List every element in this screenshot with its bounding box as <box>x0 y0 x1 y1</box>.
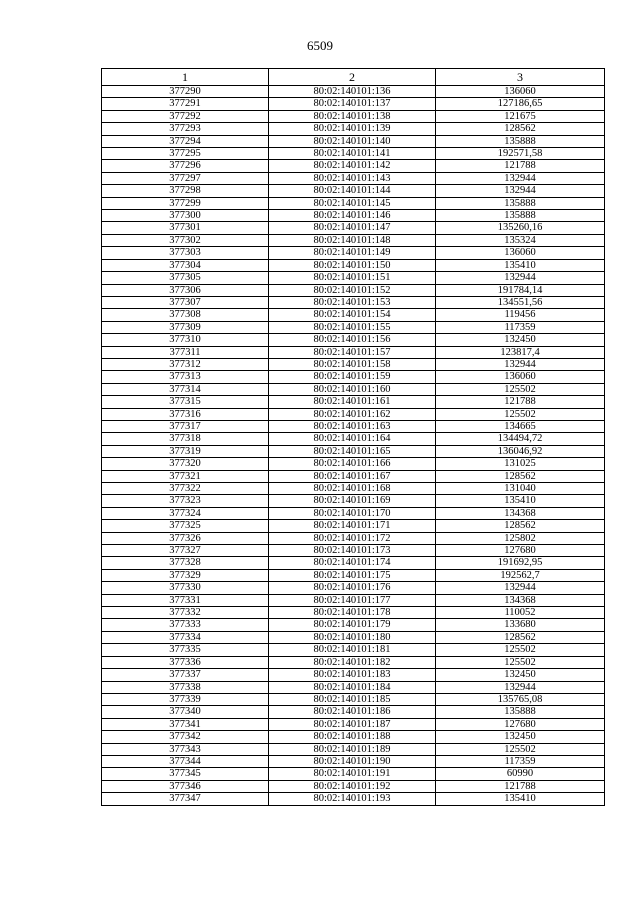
value-cell: 132944 <box>436 172 605 184</box>
value-cell: 121788 <box>436 780 605 792</box>
cadastral-number-cell: 80:02:140101:184 <box>269 681 436 693</box>
value-cell: 119456 <box>436 309 605 321</box>
value-cell: 191784,14 <box>436 284 605 296</box>
table-row <box>102 396 605 408</box>
value-cell: 134665 <box>436 420 605 432</box>
table-row <box>102 793 605 805</box>
cadastral-number-cell: 80:02:140101:167 <box>269 470 436 482</box>
value-cell: 131025 <box>436 458 605 470</box>
cadastral-number-cell: 80:02:140101:147 <box>269 222 436 234</box>
table-row <box>102 780 605 792</box>
value-cell: 132944 <box>436 681 605 693</box>
value-cell: 132450 <box>436 669 605 681</box>
table-row <box>102 346 605 358</box>
cadastral-number-cell: 80:02:140101:193 <box>269 793 436 805</box>
record-number-cell: 377330 <box>102 582 269 594</box>
value-cell: 125502 <box>436 656 605 668</box>
table-row <box>102 743 605 755</box>
value-cell: 125502 <box>436 383 605 395</box>
record-number-cell: 377305 <box>102 272 269 284</box>
record-number-cell: 377315 <box>102 396 269 408</box>
cadastral-number-cell: 80:02:140101:177 <box>269 594 436 606</box>
value-cell: 192562,7 <box>436 569 605 581</box>
value-cell: 134368 <box>436 507 605 519</box>
cadastral-number-cell: 80:02:140101:166 <box>269 458 436 470</box>
table-row <box>102 644 605 656</box>
table-row <box>102 135 605 147</box>
record-number-cell: 377297 <box>102 172 269 184</box>
value-cell: 60990 <box>436 768 605 780</box>
value-cell: 127680 <box>436 718 605 730</box>
cadastral-number-cell: 80:02:140101:192 <box>269 780 436 792</box>
column-header-2: 2 <box>269 69 436 86</box>
cadastral-number-cell: 80:02:140101:155 <box>269 321 436 333</box>
record-number-cell: 377299 <box>102 197 269 209</box>
record-number-cell: 377303 <box>102 247 269 259</box>
cadastral-number-cell: 80:02:140101:180 <box>269 631 436 643</box>
value-cell: 117359 <box>436 755 605 767</box>
record-number-cell: 377295 <box>102 148 269 160</box>
value-cell: 121788 <box>436 160 605 172</box>
table-row <box>102 569 605 581</box>
value-cell: 125802 <box>436 532 605 544</box>
cadastral-number-cell: 80:02:140101:148 <box>269 234 436 246</box>
value-cell: 132944 <box>436 272 605 284</box>
cadastral-number-cell: 80:02:140101:172 <box>269 532 436 544</box>
value-cell: 135888 <box>436 210 605 222</box>
record-number-cell: 377302 <box>102 234 269 246</box>
record-number-cell: 377317 <box>102 420 269 432</box>
record-number-cell: 377306 <box>102 284 269 296</box>
cadastral-number-cell: 80:02:140101:179 <box>269 619 436 631</box>
value-cell: 132944 <box>436 358 605 370</box>
value-cell: 136060 <box>436 247 605 259</box>
table-row <box>102 520 605 532</box>
value-cell: 125502 <box>436 644 605 656</box>
value-cell: 135765,08 <box>436 693 605 705</box>
table-row <box>102 755 605 767</box>
record-number-cell: 377325 <box>102 520 269 532</box>
record-number-cell: 377301 <box>102 222 269 234</box>
record-number-cell: 377334 <box>102 631 269 643</box>
table-row <box>102 483 605 495</box>
value-cell: 132450 <box>436 334 605 346</box>
table-row <box>102 210 605 222</box>
table-body <box>102 86 605 806</box>
record-number-cell: 377324 <box>102 507 269 519</box>
table-row <box>102 334 605 346</box>
value-cell: 136060 <box>436 86 605 98</box>
value-cell: 110052 <box>436 607 605 619</box>
record-number-cell: 377326 <box>102 532 269 544</box>
table-row <box>102 371 605 383</box>
cadastral-number-cell: 80:02:140101:142 <box>269 160 436 172</box>
record-number-cell: 377304 <box>102 259 269 271</box>
value-cell: 135324 <box>436 234 605 246</box>
cadastral-number-cell: 80:02:140101:163 <box>269 420 436 432</box>
record-number-cell: 377313 <box>102 371 269 383</box>
value-cell: 121788 <box>436 396 605 408</box>
value-cell: 125502 <box>436 743 605 755</box>
table-row <box>102 545 605 557</box>
record-number-cell: 377322 <box>102 483 269 495</box>
table-row <box>102 222 605 234</box>
value-cell: 121675 <box>436 110 605 122</box>
cadastral-number-cell: 80:02:140101:185 <box>269 693 436 705</box>
table-row <box>102 309 605 321</box>
record-number-cell: 377329 <box>102 569 269 581</box>
record-number-cell: 377335 <box>102 644 269 656</box>
record-number-cell: 377309 <box>102 321 269 333</box>
value-cell: 134551,56 <box>436 296 605 308</box>
record-number-cell: 377308 <box>102 309 269 321</box>
record-number-cell: 377340 <box>102 706 269 718</box>
value-cell: 128562 <box>436 631 605 643</box>
cadastral-number-cell: 80:02:140101:151 <box>269 272 436 284</box>
table-row <box>102 619 605 631</box>
record-number-cell: 377331 <box>102 594 269 606</box>
table-row <box>102 234 605 246</box>
table-header-row <box>102 69 605 86</box>
table-row <box>102 631 605 643</box>
table-row <box>102 383 605 395</box>
cadastral-number-cell: 80:02:140101:156 <box>269 334 436 346</box>
table-row <box>102 445 605 457</box>
cadastral-number-cell: 80:02:140101:168 <box>269 483 436 495</box>
record-number-cell: 377294 <box>102 135 269 147</box>
table-row <box>102 321 605 333</box>
cadastral-number-cell: 80:02:140101:152 <box>269 284 436 296</box>
record-number-cell: 377318 <box>102 433 269 445</box>
record-number-cell: 377311 <box>102 346 269 358</box>
cadastral-number-cell: 80:02:140101:170 <box>269 507 436 519</box>
record-number-cell: 377323 <box>102 495 269 507</box>
record-number-cell: 377343 <box>102 743 269 755</box>
page-number: 6509 <box>307 38 333 53</box>
cadastral-number-cell: 80:02:140101:190 <box>269 755 436 767</box>
cadastral-number-cell: 80:02:140101:186 <box>269 706 436 718</box>
table-row <box>102 731 605 743</box>
table-row <box>102 433 605 445</box>
cadastral-number-cell: 80:02:140101:146 <box>269 210 436 222</box>
table-row <box>102 408 605 420</box>
column-header-1: 1 <box>102 69 269 86</box>
column-header-3: 3 <box>436 69 605 86</box>
data-table <box>101 68 605 806</box>
table-row <box>102 507 605 519</box>
value-cell: 127680 <box>436 545 605 557</box>
record-number-cell: 377291 <box>102 98 269 110</box>
cadastral-number-cell: 80:02:140101:161 <box>269 396 436 408</box>
table-row <box>102 557 605 569</box>
record-number-cell: 377339 <box>102 693 269 705</box>
value-cell: 132944 <box>436 582 605 594</box>
value-cell: 191692,95 <box>436 557 605 569</box>
cadastral-number-cell: 80:02:140101:154 <box>269 309 436 321</box>
cadastral-number-cell: 80:02:140101:144 <box>269 185 436 197</box>
table-row <box>102 259 605 271</box>
table-row <box>102 123 605 135</box>
record-number-cell: 377338 <box>102 681 269 693</box>
table-row <box>102 656 605 668</box>
cadastral-number-cell: 80:02:140101:136 <box>269 86 436 98</box>
record-number-cell: 377307 <box>102 296 269 308</box>
record-number-cell: 377320 <box>102 458 269 470</box>
record-number-cell: 377316 <box>102 408 269 420</box>
cadastral-number-cell: 80:02:140101:174 <box>269 557 436 569</box>
cadastral-number-cell: 80:02:140101:150 <box>269 259 436 271</box>
table-row <box>102 669 605 681</box>
record-number-cell: 377319 <box>102 445 269 457</box>
value-cell: 134494,72 <box>436 433 605 445</box>
table-row <box>102 86 605 98</box>
table-row <box>102 197 605 209</box>
value-cell: 132944 <box>436 185 605 197</box>
table-row <box>102 458 605 470</box>
cadastral-number-cell: 80:02:140101:159 <box>269 371 436 383</box>
record-number-cell: 377327 <box>102 545 269 557</box>
cadastral-number-cell: 80:02:140101:176 <box>269 582 436 594</box>
value-cell: 135888 <box>436 197 605 209</box>
cadastral-number-cell: 80:02:140101:138 <box>269 110 436 122</box>
cadastral-number-cell: 80:02:140101:165 <box>269 445 436 457</box>
table-row <box>102 110 605 122</box>
table-row <box>102 98 605 110</box>
record-number-cell: 377312 <box>102 358 269 370</box>
cadastral-number-cell: 80:02:140101:164 <box>269 433 436 445</box>
table-row <box>102 706 605 718</box>
cadastral-number-cell: 80:02:140101:183 <box>269 669 436 681</box>
table-row <box>102 185 605 197</box>
table-row <box>102 768 605 780</box>
cadastral-number-cell: 80:02:140101:175 <box>269 569 436 581</box>
cadastral-number-cell: 80:02:140101:171 <box>269 520 436 532</box>
cadastral-number-cell: 80:02:140101:143 <box>269 172 436 184</box>
value-cell: 136060 <box>436 371 605 383</box>
cadastral-number-cell: 80:02:140101:178 <box>269 607 436 619</box>
value-cell: 133680 <box>436 619 605 631</box>
value-cell: 192571,58 <box>436 148 605 160</box>
value-cell: 127186,65 <box>436 98 605 110</box>
cadastral-number-cell: 80:02:140101:162 <box>269 408 436 420</box>
record-number-cell: 377321 <box>102 470 269 482</box>
table-row <box>102 582 605 594</box>
table-row <box>102 681 605 693</box>
table-row <box>102 172 605 184</box>
table-row <box>102 693 605 705</box>
record-number-cell: 377336 <box>102 656 269 668</box>
value-cell: 135888 <box>436 135 605 147</box>
table-row <box>102 420 605 432</box>
record-number-cell: 377342 <box>102 731 269 743</box>
record-number-cell: 377344 <box>102 755 269 767</box>
table-row <box>102 358 605 370</box>
record-number-cell: 377292 <box>102 110 269 122</box>
table-row <box>102 272 605 284</box>
record-number-cell: 377346 <box>102 780 269 792</box>
record-number-cell: 377341 <box>102 718 269 730</box>
value-cell: 135260,16 <box>436 222 605 234</box>
value-cell: 123817,4 <box>436 346 605 358</box>
value-cell: 128562 <box>436 470 605 482</box>
record-number-cell: 377290 <box>102 86 269 98</box>
record-number-cell: 377332 <box>102 607 269 619</box>
cadastral-number-cell: 80:02:140101:191 <box>269 768 436 780</box>
cadastral-number-cell: 80:02:140101:188 <box>269 731 436 743</box>
record-number-cell: 377314 <box>102 383 269 395</box>
cadastral-number-cell: 80:02:140101:160 <box>269 383 436 395</box>
record-number-cell: 377310 <box>102 334 269 346</box>
value-cell: 135888 <box>436 706 605 718</box>
cadastral-number-cell: 80:02:140101:145 <box>269 197 436 209</box>
record-number-cell: 377337 <box>102 669 269 681</box>
value-cell: 136046,92 <box>436 445 605 457</box>
table-row <box>102 296 605 308</box>
cadastral-number-cell: 80:02:140101:149 <box>269 247 436 259</box>
table-row <box>102 284 605 296</box>
cadastral-number-cell: 80:02:140101:140 <box>269 135 436 147</box>
value-cell: 117359 <box>436 321 605 333</box>
table-row <box>102 470 605 482</box>
table-row <box>102 594 605 606</box>
cadastral-number-cell: 80:02:140101:187 <box>269 718 436 730</box>
record-number-cell: 377293 <box>102 123 269 135</box>
value-cell: 128562 <box>436 123 605 135</box>
value-cell: 128562 <box>436 520 605 532</box>
table-row <box>102 247 605 259</box>
table-row <box>102 148 605 160</box>
cadastral-number-cell: 80:02:140101:139 <box>269 123 436 135</box>
table-row <box>102 160 605 172</box>
cadastral-number-cell: 80:02:140101:181 <box>269 644 436 656</box>
cadastral-number-cell: 80:02:140101:189 <box>269 743 436 755</box>
value-cell: 125502 <box>436 408 605 420</box>
cadastral-number-cell: 80:02:140101:137 <box>269 98 436 110</box>
cadastral-number-cell: 80:02:140101:173 <box>269 545 436 557</box>
record-number-cell: 377300 <box>102 210 269 222</box>
cadastral-number-cell: 80:02:140101:141 <box>269 148 436 160</box>
value-cell: 131040 <box>436 483 605 495</box>
table-row <box>102 718 605 730</box>
cadastral-number-cell: 80:02:140101:182 <box>269 656 436 668</box>
record-number-cell: 377347 <box>102 793 269 805</box>
value-cell: 135410 <box>436 495 605 507</box>
cadastral-number-cell: 80:02:140101:158 <box>269 358 436 370</box>
record-number-cell: 377296 <box>102 160 269 172</box>
value-cell: 135410 <box>436 793 605 805</box>
table-row <box>102 495 605 507</box>
cadastral-number-cell: 80:02:140101:157 <box>269 346 436 358</box>
record-number-cell: 377345 <box>102 768 269 780</box>
table-row <box>102 607 605 619</box>
value-cell: 134368 <box>436 594 605 606</box>
value-cell: 132450 <box>436 731 605 743</box>
cadastral-number-cell: 80:02:140101:169 <box>269 495 436 507</box>
table-row <box>102 532 605 544</box>
cadastral-number-cell: 80:02:140101:153 <box>269 296 436 308</box>
value-cell: 135410 <box>436 259 605 271</box>
record-number-cell: 377298 <box>102 185 269 197</box>
record-number-cell: 377328 <box>102 557 269 569</box>
record-number-cell: 377333 <box>102 619 269 631</box>
